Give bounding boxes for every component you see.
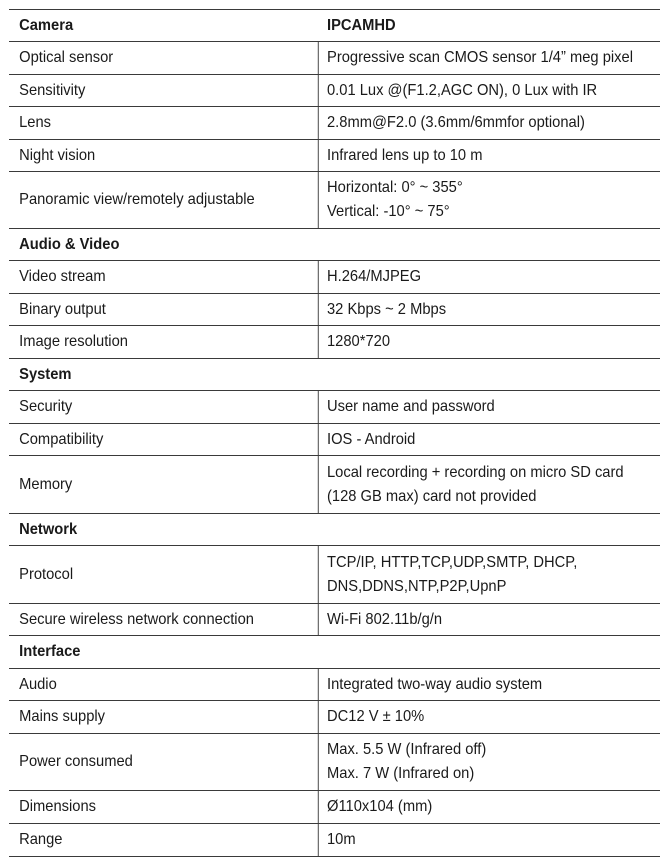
row-label: Protocol	[9, 546, 302, 604]
table-row	[9, 42, 660, 75]
row-label: Secure wireless network connection	[9, 604, 302, 636]
section-header-system	[9, 359, 660, 391]
row-label: Video stream	[9, 261, 302, 294]
row-value: 0.01 Lux @(F1.2,AGC ON), 0 Lux with IR	[327, 75, 633, 107]
table-row	[9, 734, 660, 791]
table-row	[9, 172, 660, 229]
row-value: Infrared lens up to 10 m	[327, 140, 633, 172]
row-label: Memory	[9, 456, 302, 514]
section-title: Network	[9, 514, 302, 546]
table-row	[9, 604, 660, 636]
row-label: Security	[9, 391, 302, 424]
section-title: System	[9, 359, 302, 391]
table-row	[9, 456, 660, 514]
section-title: Interface	[9, 636, 302, 669]
row-label: Optical sensor	[9, 42, 302, 75]
table-row	[9, 75, 660, 107]
row-value: H.264/MJPEG	[327, 261, 633, 294]
section-header-camera	[9, 10, 660, 42]
spec-table	[9, 9, 660, 857]
row-value: Ø110x104 (mm)	[327, 791, 633, 824]
model-name: IPCAMHD	[327, 10, 633, 42]
row-label: Compatibility	[9, 424, 302, 456]
row-value: 32 Kbps ~ 2 Mbps	[327, 294, 633, 326]
row-label: Mains supply	[9, 701, 302, 734]
table-row	[9, 701, 660, 734]
section-title: Audio & Video	[9, 229, 302, 261]
row-value: 2.8mm@F2.0 (3.6mm/6mmfor optional)	[327, 107, 633, 140]
table-row	[9, 791, 660, 824]
section-header-network	[9, 514, 660, 546]
section-title: Camera	[9, 10, 302, 42]
section-header-interface	[9, 636, 660, 669]
row-value: Horizontal: 0° ~ 355° Vertical: -10° ~ 75°	[327, 172, 633, 229]
table-row	[9, 261, 660, 294]
row-label: Lens	[9, 107, 302, 140]
row-value: IOS - Android	[327, 424, 633, 456]
row-label: Night vision	[9, 140, 302, 172]
row-value: Max. 5.5 W (Infrared off) Max. 7 W (Infrared on)	[327, 734, 633, 791]
row-value: 1280*720	[327, 326, 633, 359]
row-label: Dimensions	[9, 791, 302, 824]
row-value: Wi-Fi 802.11b/g/n	[327, 604, 633, 636]
row-label: Binary output	[9, 294, 302, 326]
row-label: Range	[9, 824, 302, 857]
table-row	[9, 107, 660, 140]
row-value: Integrated two-way audio system	[327, 669, 633, 701]
table-row	[9, 391, 660, 424]
row-value: Progressive scan CMOS sensor 1/4” meg pixel	[327, 42, 633, 75]
table-row	[9, 669, 660, 701]
row-value: DC12 V ± 10%	[327, 701, 633, 734]
table-row	[9, 326, 660, 359]
row-label: Power consumed	[9, 734, 302, 791]
row-label: Sensitivity	[9, 75, 302, 107]
table-row	[9, 824, 660, 857]
section-header-audio-video	[9, 229, 660, 261]
table-row	[9, 424, 660, 456]
row-value: User name and password	[327, 391, 633, 424]
row-label: Audio	[9, 669, 302, 701]
table-row	[9, 140, 660, 172]
row-value: Local recording + recording on micro SD card (128 GB max) card not provided	[327, 456, 633, 514]
table-row	[9, 546, 660, 604]
row-label: Image resolution	[9, 326, 302, 359]
row-value: TCP/IP, HTTP,TCP,UDP,SMTP, DHCP, DNS,DDNS,NTP,P2P,UpnP	[327, 546, 633, 604]
row-label: Panoramic view/remotely adjustable	[9, 172, 302, 229]
table-row	[9, 294, 660, 326]
row-value: 10m	[327, 824, 633, 857]
